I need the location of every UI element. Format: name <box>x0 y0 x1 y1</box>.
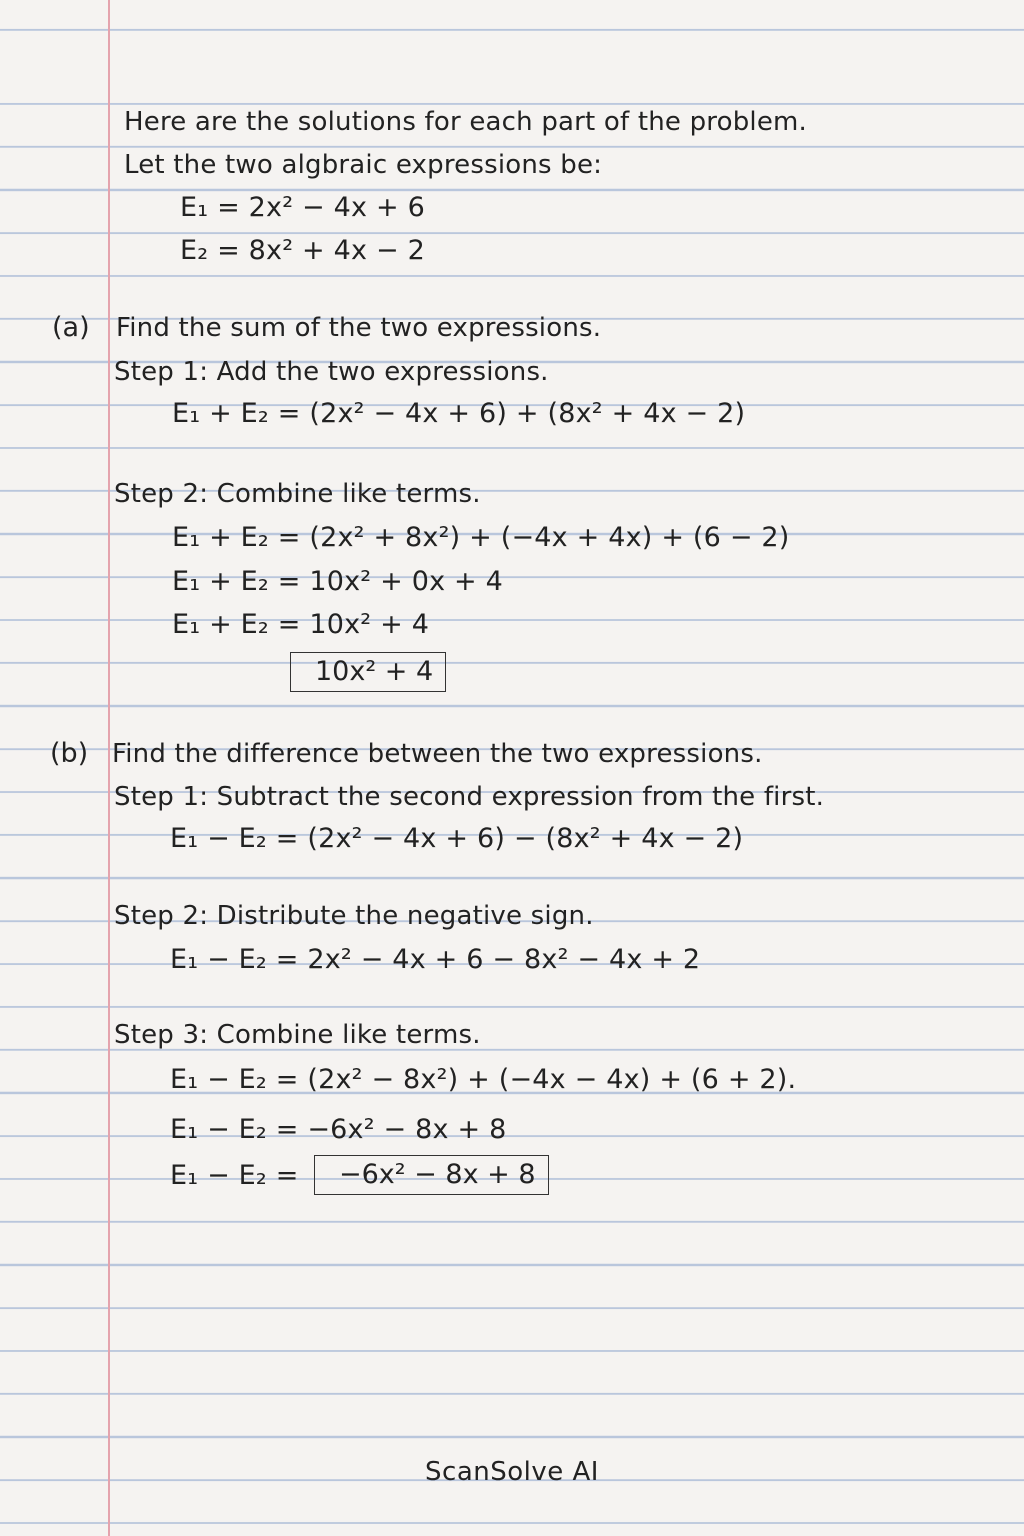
part-a-step-2-equation-1: E₁ + E₂ = (2x² + 8x²) + (−4x + 4x) + (6 − 2) <box>172 522 790 553</box>
part-a-step-2-equation-3: E₁ + E₂ = 10x² + 4 <box>172 609 430 640</box>
part-b-step-3-equation-1: E₁ − E₂ = (2x² − 8x²) + (−4x − 4x) + (6 + 2). <box>170 1064 797 1095</box>
intro-line-1: Here are the solutions for each part of the problem. <box>124 107 808 137</box>
part-b-answer-box: −6x² − 8x + 8 <box>314 1155 549 1195</box>
part-b-step-1: Step 1: Subtract the second expression from the first. <box>114 782 825 812</box>
part-a-label: (a) <box>52 312 90 343</box>
footer-brand: ScanSolve AI <box>425 1457 599 1487</box>
part-a-title: Find the sum of the two expressions. <box>116 313 602 343</box>
part-b-title: Find the difference between the two expressions. <box>112 739 763 769</box>
part-b-step-3: Step 3: Combine like terms. <box>114 1020 481 1050</box>
part-b-step-3-equation-3-lhs: E₁ − E₂ = <box>170 1160 299 1191</box>
part-a-step-1-equation: E₁ + E₂ = (2x² − 4x + 6) + (8x² + 4x − 2) <box>172 398 746 429</box>
expression-e2: E₂ = 8x² + 4x − 2 <box>180 235 425 266</box>
part-b-step-2: Step 2: Distribute the negative sign. <box>114 901 594 931</box>
part-a-answer-box: 10x² + 4 <box>290 652 446 692</box>
part-a-step-2-equation-2: E₁ + E₂ = 10x² + 0x + 4 <box>172 566 504 597</box>
part-a-step-2: Step 2: Combine like terms. <box>114 479 481 509</box>
margin-line <box>108 0 110 1536</box>
part-a-step-1: Step 1: Add the two expressions. <box>114 357 549 387</box>
part-b-label: (b) <box>50 738 89 769</box>
intro-line-2: Let the two algbraic expressions be: <box>124 150 603 180</box>
part-b-step-2-equation: E₁ − E₂ = 2x² − 4x + 6 − 8x² − 4x + 2 <box>170 944 701 975</box>
expression-e1: E₁ = 2x² − 4x + 6 <box>180 192 425 223</box>
part-b-step-1-equation: E₁ − E₂ = (2x² − 4x + 6) − (8x² + 4x − 2) <box>170 823 744 854</box>
part-b-step-3-equation-2: E₁ − E₂ = −6x² − 8x + 8 <box>170 1114 507 1145</box>
